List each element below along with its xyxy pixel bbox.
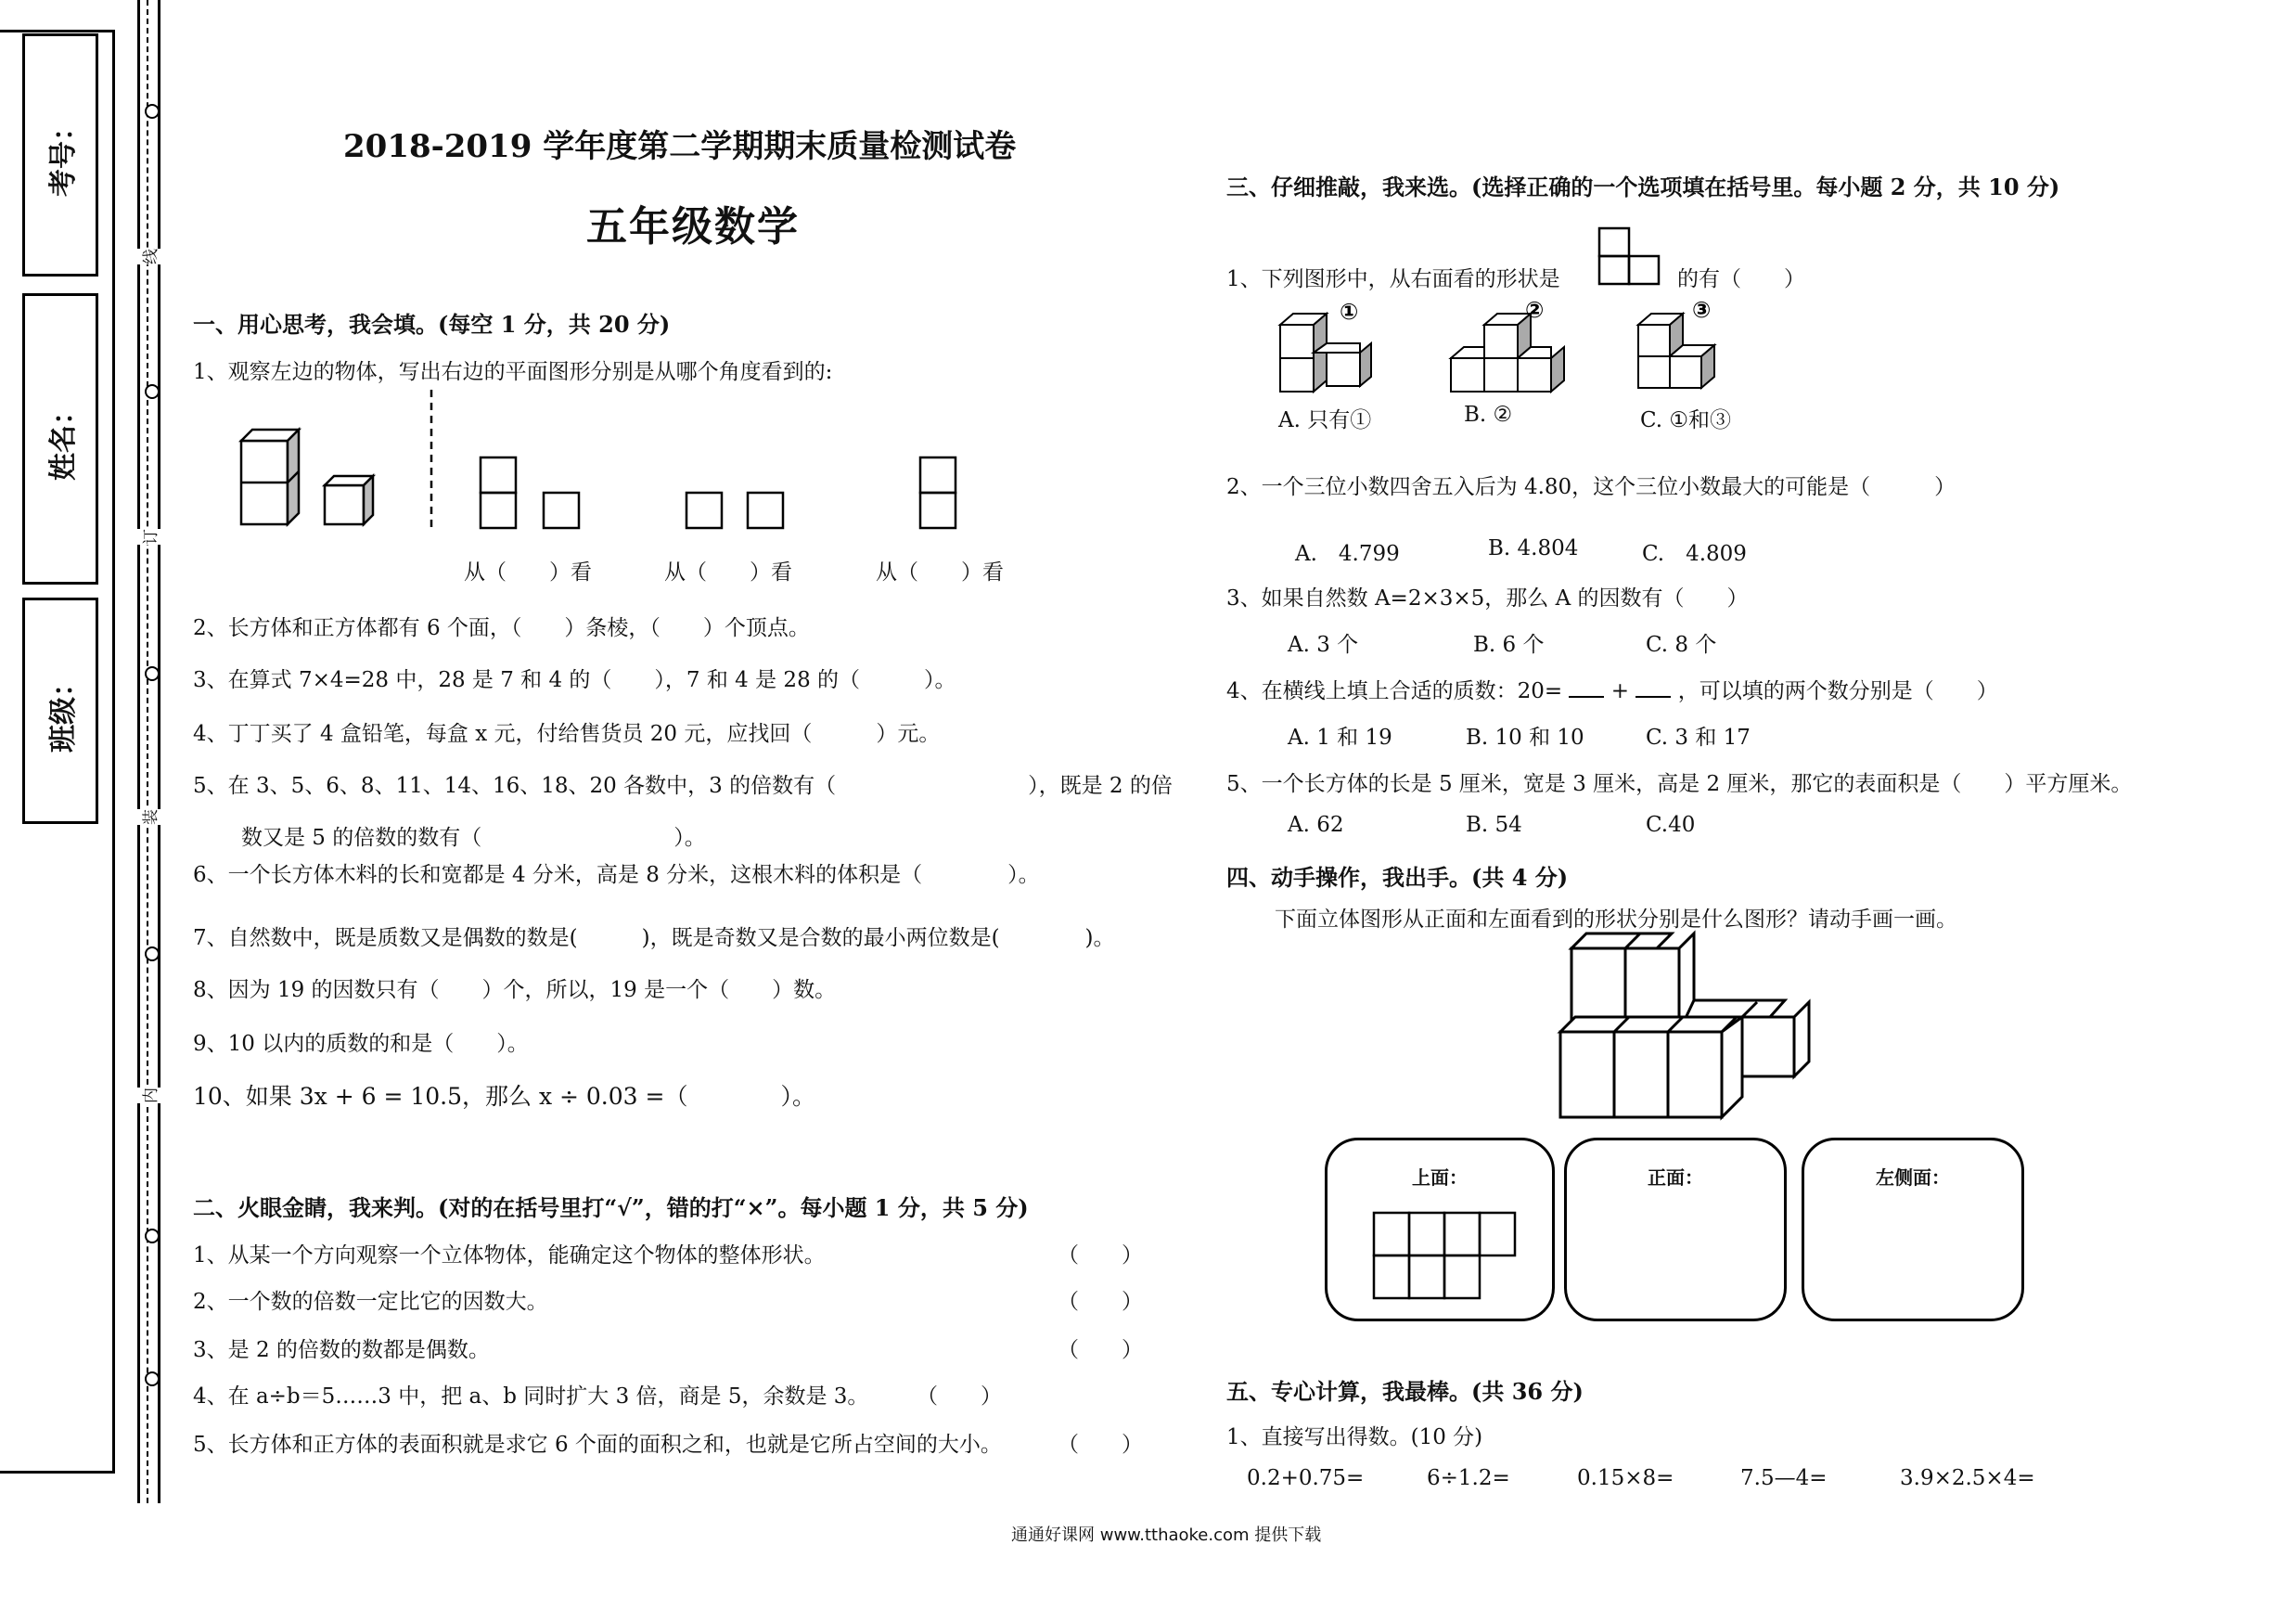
s3-q2: 2、一个三位小数四舍五入后为 4.80，这个三位小数最大的可能是（ ） bbox=[1226, 475, 1956, 499]
s2-item: 3、是 2 的倍数的数都是偶数。 bbox=[193, 1338, 490, 1362]
section3-title: 三、仔细推敲，我来选。(选择正确的一个选项填在括号里。每小题 2 分，共 10 分) bbox=[1226, 174, 2060, 200]
s1-q2: 2、长方体和正方体都有 6 个面，（ ）条棱，（ ）个顶点。 bbox=[193, 616, 810, 640]
top-view-box[interactable] bbox=[1325, 1138, 1555, 1321]
s2-item: 4、在 a÷b＝5……3 中，把 a、b 同时扩大 3 倍，商是 5，余数是 3。 bbox=[193, 1384, 869, 1409]
s3-q3-option[interactable]: C. 8 个 bbox=[1646, 633, 1717, 657]
s1-q6: 6、一个长方体木料的长和宽都是 4 分米，高是 8 分米，这根木料的体积是（ ）。 bbox=[193, 863, 1040, 887]
binding-char: 装 bbox=[137, 809, 160, 825]
s1-q1: 1、观察左边的物体，写出右边的平面图形分别是从哪个角度看到的: bbox=[193, 360, 833, 384]
section5-title: 五、专心计算，我最棒。(共 36 分) bbox=[1226, 1378, 1584, 1405]
s1-q7: 7、自然数中，既是质数又是偶数的数是( )，既是奇数又是合数的最小两位数是( )。 bbox=[193, 926, 1115, 950]
exam-subtitle: 五年级数学 bbox=[586, 203, 800, 251]
binding-hole bbox=[145, 384, 160, 399]
s2-answer-paren[interactable]: （ ） bbox=[1058, 1243, 1143, 1268]
s5-expr[interactable]: 3.9×2.5×4= bbox=[1900, 1466, 2035, 1490]
s1-q9: 9、10 以内的质数的和是（ ）。 bbox=[193, 1032, 529, 1056]
s4-instruction: 下面立体图形从正面和左面看到的形状分别是什么图形？请动手画一画。 bbox=[1275, 908, 1957, 932]
exam-number-box[interactable] bbox=[22, 33, 98, 277]
single-cube-icon bbox=[325, 476, 373, 524]
s3-q4-post: ，可以填的两个数分别是（ ） bbox=[1677, 679, 1998, 703]
s2-answer-paren[interactable]: （ ） bbox=[1058, 1290, 1143, 1314]
section1-title: 一、用心思考，我会填。(每空 1 分，共 20 分) bbox=[193, 311, 671, 338]
s2-item: 1、从某一个方向观察一个立体物体，能确定这个物体的整体形状。 bbox=[193, 1243, 826, 1268]
exam-number-label: 考号： bbox=[47, 113, 80, 197]
name-label: 姓名： bbox=[47, 397, 80, 481]
s2-answer-paren[interactable]: （ ） bbox=[1058, 1338, 1143, 1362]
s1-q1-label[interactable]: 从（ ）看 bbox=[464, 560, 592, 585]
view3-squares-icon bbox=[920, 457, 956, 528]
left-view-label: 左侧面： bbox=[1876, 1166, 1950, 1189]
s3-q4-pre: 4、在横线上填上合适的质数：20= bbox=[1226, 679, 1563, 703]
s1-q3: 3、在算式 7×4=28 中，28 是 7 和 4 的（ ），7 和 4 是 28 的（ ）。 bbox=[193, 668, 956, 692]
binding-line-right bbox=[158, 0, 160, 1503]
s5-expr[interactable]: 0.15×8= bbox=[1577, 1466, 1674, 1490]
front-view-box[interactable] bbox=[1564, 1138, 1787, 1321]
binding-char: 内 bbox=[137, 1088, 160, 1103]
figure3-cubes-icon bbox=[1638, 314, 1714, 388]
s1-q5a: 5、在 3、5、6、8、11、14、16、18、20 各数中，3 的倍数有（ ），既是 2 的倍 bbox=[193, 774, 1173, 798]
s3-q1-figures bbox=[1278, 297, 1798, 399]
s3-q2-option[interactable]: A. 4.799 bbox=[1295, 542, 1400, 566]
s1-q1-figure bbox=[232, 385, 1067, 515]
binding-dashed-line bbox=[147, 0, 148, 1503]
class-label: 班级： bbox=[47, 669, 80, 753]
section4-title: 四、动手操作，我出手。(共 4 分) bbox=[1226, 864, 1569, 891]
s1-q4: 4、丁丁买了 4 盒铅笔，每盒 x 元，付给售货员 20 元，应找回（ ）元。 bbox=[193, 722, 941, 746]
s2-item: 2、一个数的倍数一定比它的因数大。 bbox=[193, 1290, 548, 1314]
s2-answer-paren[interactable]: （ ） bbox=[917, 1384, 1002, 1409]
s3-q4-blank[interactable] bbox=[1635, 696, 1671, 698]
binding-char: 订 bbox=[137, 529, 160, 545]
s5-expr[interactable]: 7.5—4= bbox=[1740, 1466, 1828, 1490]
view1-squares-icon bbox=[481, 457, 579, 528]
s3-q4-option[interactable]: C. 3 和 17 bbox=[1646, 726, 1751, 750]
s3-q1-fig-label: ② bbox=[1525, 297, 1545, 323]
s3-q1-post[interactable]: 的有（ ） bbox=[1677, 267, 1805, 291]
section2-title: 二、火眼金睛，我来判。(对的在括号里打“√”，错的打“×”。每小题 1 分，共 5 分) bbox=[193, 1194, 1029, 1221]
s3-q3-option[interactable]: B. 6 个 bbox=[1473, 633, 1545, 657]
name-box[interactable] bbox=[22, 293, 98, 585]
s3-q5-option[interactable]: B. 54 bbox=[1466, 813, 1522, 837]
top-view-grid-icon bbox=[1372, 1211, 1530, 1304]
s5-expr[interactable]: 6÷1.2= bbox=[1427, 1466, 1510, 1490]
s3-q4-option[interactable]: A. 1 和 19 bbox=[1288, 726, 1392, 750]
s3-q4 bbox=[1226, 674, 1998, 704]
top-view-label: 上面： bbox=[1412, 1166, 1468, 1189]
s3-q1-pre: 1、下列图形中，从右面看的形状是 bbox=[1226, 267, 1560, 291]
s5-expr[interactable]: 0.2+0.75= bbox=[1247, 1466, 1365, 1490]
s3-q2-option[interactable]: C. 4.809 bbox=[1642, 542, 1747, 566]
s2-item: 5、长方体和正方体的表面积就是求它 6 个面的面积之和，也就是它所占空间的大小。 bbox=[193, 1433, 1002, 1457]
s3-q2-option[interactable]: B. 4.804 bbox=[1488, 536, 1579, 560]
figure1-cubes-icon bbox=[1280, 314, 1371, 392]
left-view-box[interactable] bbox=[1802, 1138, 2024, 1321]
s1-q1-label[interactable]: 从（ ）看 bbox=[876, 560, 1004, 585]
s5-q1: 1、直接写出得数。(10 分) bbox=[1226, 1425, 1483, 1449]
s3-q5-option[interactable]: A. 62 bbox=[1288, 813, 1344, 837]
s3-q1-option[interactable]: C. ①和③ bbox=[1640, 408, 1732, 432]
binding-hole bbox=[145, 666, 160, 681]
s1-q10: 10、如果 3x + 6 = 10.5，那么 x ÷ 0.03 =（ ）。 bbox=[193, 1083, 815, 1110]
s3-q4-plus: + bbox=[1610, 679, 1630, 703]
binding-hole bbox=[145, 104, 160, 119]
s2-answer-paren[interactable]: （ ） bbox=[1058, 1433, 1143, 1457]
binding-hole bbox=[145, 1229, 160, 1243]
s3-q1-option[interactable]: B. ② bbox=[1464, 403, 1513, 427]
s3-q5-option[interactable]: C.40 bbox=[1646, 813, 1696, 837]
figure2-cubes-icon bbox=[1451, 314, 1564, 392]
s3-q3: 3、如果自然数 A=2×3×5，那么 A 的因数有（ ） bbox=[1226, 586, 1749, 611]
binding-hole bbox=[145, 1371, 160, 1386]
stacked-cubes-icon bbox=[241, 430, 299, 524]
s1-q5b: 数又是 5 的倍数的数有（ ）。 bbox=[241, 826, 706, 850]
s3-q5: 5、一个长方体的长是 5 厘米，宽是 3 厘米，高是 2 厘米，那它的表面积是（ ）平方厘米。 bbox=[1226, 772, 2133, 796]
s3-q4-blank[interactable] bbox=[1569, 696, 1604, 698]
s3-q3-option[interactable]: A. 3 个 bbox=[1288, 633, 1359, 657]
s3-q1-option[interactable]: A. 只有① bbox=[1278, 408, 1372, 432]
binding-line-left bbox=[137, 0, 140, 1503]
class-box[interactable] bbox=[22, 598, 98, 824]
s3-q1-fig-label: ① bbox=[1340, 299, 1359, 325]
footer-source: 通通好课网 www.tthaoke.com 提供下载 bbox=[1011, 1525, 1322, 1545]
right-view-shape-icon bbox=[1597, 226, 1662, 291]
front-view-label: 正面： bbox=[1648, 1166, 1703, 1189]
s1-q1-label[interactable]: 从（ ）看 bbox=[664, 560, 792, 585]
s3-q1-fig-label: ③ bbox=[1692, 297, 1712, 323]
s1-q8: 8、因为 19 的因数只有（ ）个，所以，19 是一个（ ）数。 bbox=[193, 978, 837, 1002]
s4-solid-figure bbox=[1560, 933, 1857, 1119]
binding-hole bbox=[145, 946, 160, 961]
s3-q4-option[interactable]: B. 10 和 10 bbox=[1466, 726, 1584, 750]
view2-squares-icon bbox=[686, 493, 783, 528]
binding-char: 线 bbox=[137, 249, 160, 264]
exam-title: 2018-2019 学年度第二学期期末质量检测试卷 bbox=[343, 128, 1017, 165]
